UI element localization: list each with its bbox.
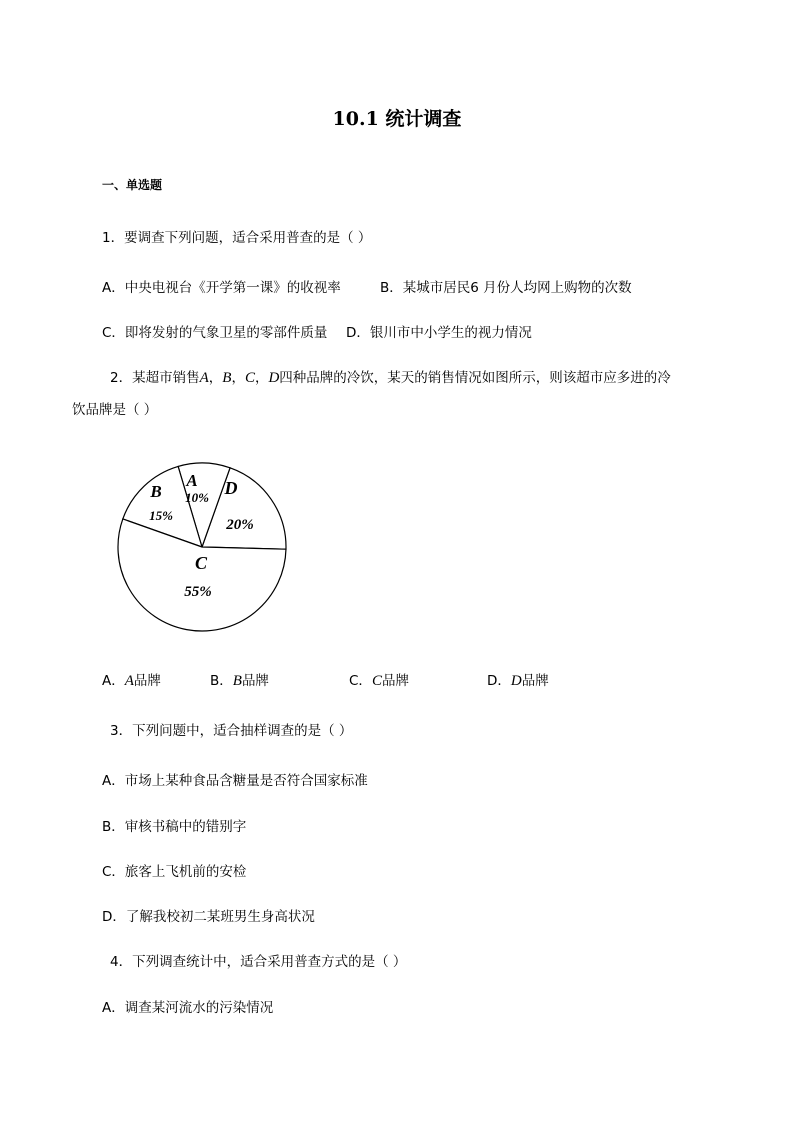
q1-stem: 1．要调查下列问题，适合采用普查的是（ ） bbox=[102, 230, 372, 246]
pie-label-c: C bbox=[194, 553, 208, 573]
option-brand: A bbox=[124, 673, 134, 689]
option-word: 品牌 bbox=[241, 673, 269, 689]
q2-stem-suffix: 四种品牌的冷饮，某天的销售情况如图所示，则该超市应多进的冷 bbox=[279, 370, 671, 386]
pie-percent-a: 10% bbox=[185, 490, 209, 505]
q2-brand-b: B bbox=[222, 370, 232, 386]
pie-percent-d: 20% bbox=[226, 517, 254, 533]
q2-brand-c: C bbox=[244, 370, 255, 386]
q3-option-a: A．市场上某种食品含糖量是否符合国家标准 bbox=[102, 773, 368, 789]
option-key: C． bbox=[349, 673, 372, 689]
q2-brand-a: A bbox=[199, 370, 209, 386]
option-key: A． bbox=[102, 673, 125, 689]
option-brand: B bbox=[232, 673, 242, 689]
pie-slices bbox=[118, 463, 286, 631]
option-word: 品牌 bbox=[381, 673, 409, 689]
pie-chart bbox=[110, 452, 300, 642]
pie-percent-c: 55% bbox=[184, 584, 212, 600]
pie-label-b: B bbox=[150, 482, 162, 501]
page-title: 10.1 统计调查 bbox=[332, 108, 462, 130]
q1-option-a: A．中央电视台《开学第一课》的收视率 bbox=[102, 280, 341, 296]
q2-sep-2: ， bbox=[231, 370, 245, 386]
q3-option-d: D．了解我校初二某班男生身高状况 bbox=[102, 909, 315, 925]
q2-stem-line2: 饮品牌是（ ） bbox=[72, 402, 158, 418]
q1-option-d: D．银川市中小学生的视力情况 bbox=[346, 325, 532, 341]
option-key: B． bbox=[210, 673, 233, 689]
q4-stem: 4．下列调查统计中，适合采用普查方式的是（ ） bbox=[110, 954, 407, 970]
section-heading: 一、单选题 bbox=[102, 178, 163, 192]
q1-option-b: B．某城市居民6 月份人均网上购物的次数 bbox=[380, 280, 632, 296]
q3-option-c: C．旅客上飞机前的安检 bbox=[102, 864, 247, 880]
option-brand: C bbox=[371, 673, 382, 689]
option-word: 品牌 bbox=[521, 673, 549, 689]
option-key: D． bbox=[487, 673, 511, 689]
q2-option-d bbox=[487, 669, 549, 690]
q1-option-c: C．即将发射的气象卫星的零部件质量 bbox=[102, 325, 328, 341]
q2-option-c bbox=[349, 669, 409, 690]
pie-label-a: A bbox=[186, 471, 198, 490]
option-word: 品牌 bbox=[133, 673, 161, 689]
pie-percent-b: 15% bbox=[149, 508, 173, 523]
q2-brand-d: D bbox=[268, 370, 280, 386]
q2-stem-prefix: 2．某超市销售 bbox=[110, 370, 200, 386]
q2-option-a bbox=[102, 669, 161, 690]
q2-sep-1: ， bbox=[208, 370, 223, 386]
q2-sep-3: ， bbox=[254, 370, 269, 386]
q2-stem-line1 bbox=[110, 366, 671, 387]
q4-option-a: A．调查某河流水的污染情况 bbox=[102, 1000, 274, 1016]
pie-label-d: D bbox=[224, 478, 238, 498]
q2-option-b bbox=[210, 669, 269, 690]
q3-stem: 3．下列问题中，适合抽样调查的是（ ） bbox=[110, 723, 353, 739]
q3-option-b: B．审核书稿中的错别字 bbox=[102, 819, 247, 835]
option-brand: D bbox=[510, 673, 522, 689]
